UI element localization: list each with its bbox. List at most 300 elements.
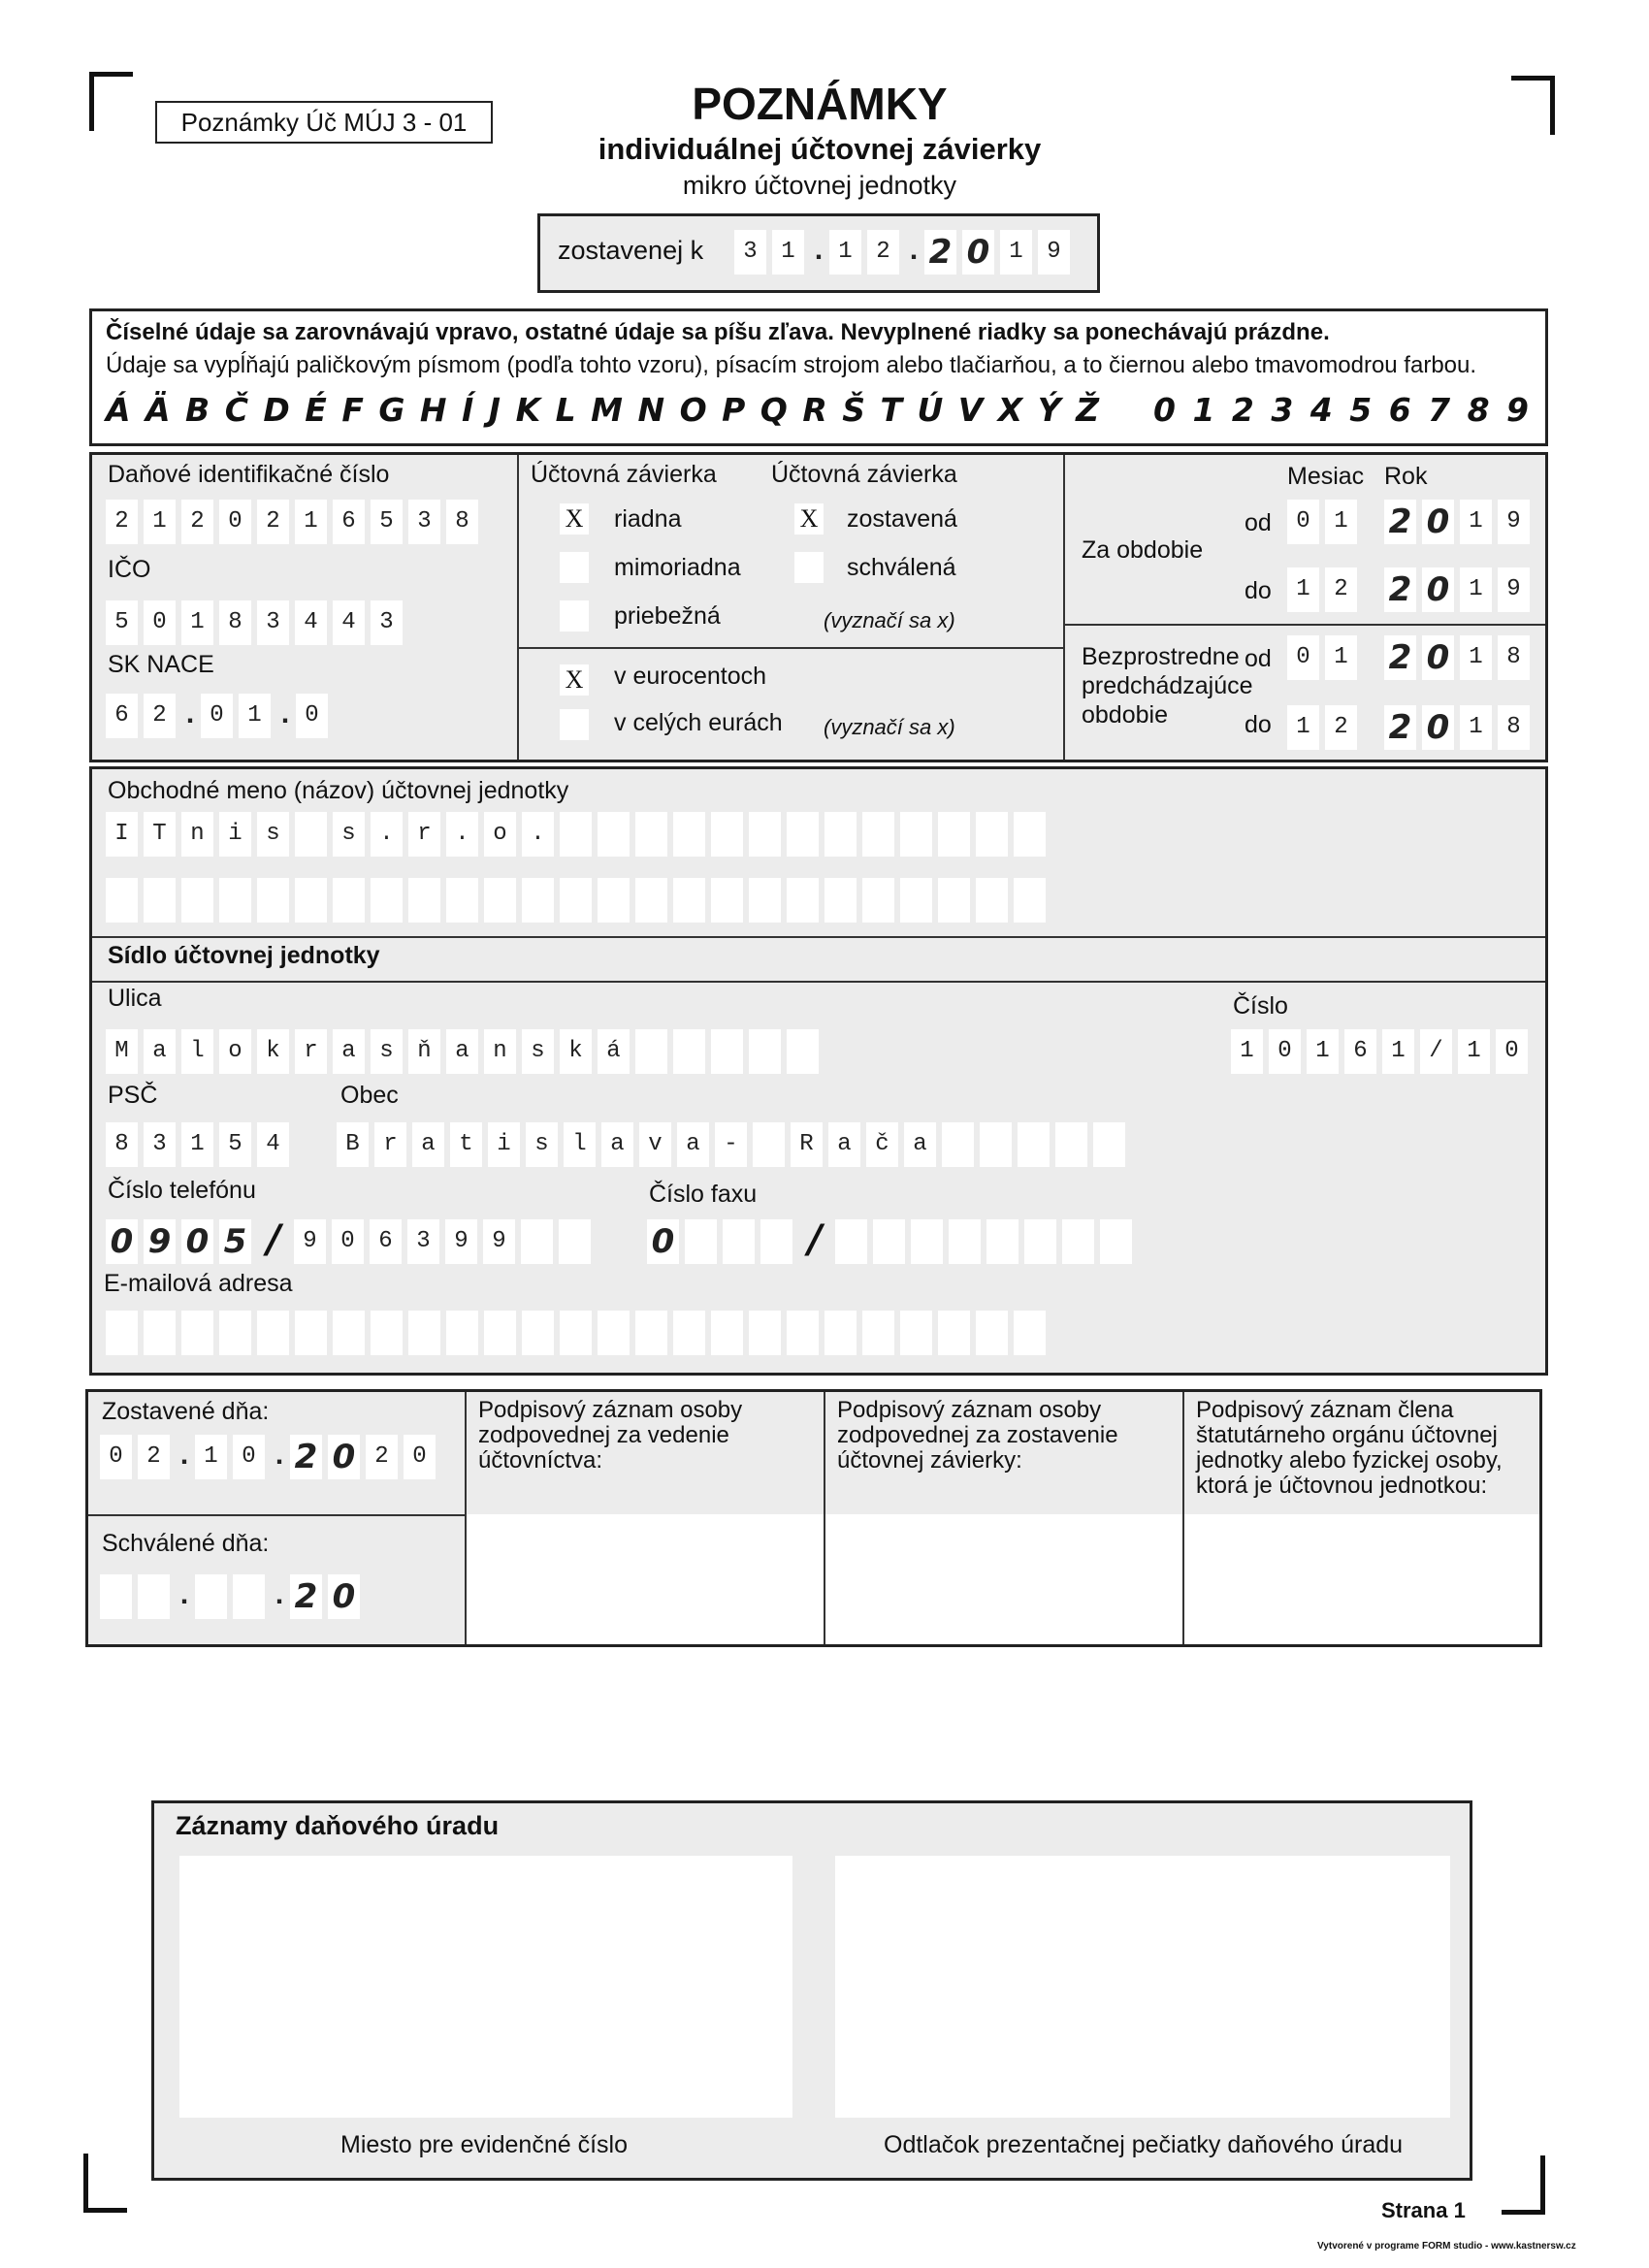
char-cell[interactable] bbox=[673, 812, 705, 857]
char-cell[interactable]: 0 bbox=[328, 1435, 360, 1479]
char-cell[interactable] bbox=[938, 878, 970, 923]
char-cell[interactable]: 9 bbox=[1498, 567, 1530, 612]
char-cell[interactable]: 1 bbox=[1460, 705, 1492, 750]
char-cell[interactable] bbox=[598, 1311, 630, 1355]
char-cell[interactable]: 1 bbox=[1231, 1029, 1263, 1074]
street-label: Ulica bbox=[108, 985, 162, 1012]
char-cell[interactable]: 0 bbox=[201, 694, 233, 738]
current-to-month bbox=[1287, 567, 1357, 612]
char-cell[interactable] bbox=[560, 878, 592, 923]
char-cell[interactable]: 4 bbox=[333, 600, 365, 645]
mark-note: (vyznačí sa x) bbox=[824, 608, 955, 632]
char-cell[interactable]: 2 bbox=[138, 1435, 170, 1479]
char-cell[interactable]: 5 bbox=[106, 600, 138, 645]
char-cell[interactable] bbox=[635, 1311, 667, 1355]
phone-cells bbox=[294, 1219, 591, 1264]
char-cell[interactable]: 0 bbox=[106, 1219, 138, 1264]
char-cell[interactable] bbox=[673, 1029, 705, 1074]
char-cell[interactable]: 2 bbox=[1384, 635, 1416, 680]
char-cell[interactable]: 2 bbox=[1384, 705, 1416, 750]
char-cell[interactable] bbox=[787, 812, 819, 857]
current-from-year bbox=[1384, 500, 1530, 544]
char-cell[interactable] bbox=[787, 1029, 819, 1074]
char-cell[interactable]: 9 bbox=[1498, 500, 1530, 544]
char-cell[interactable]: i bbox=[488, 1122, 520, 1167]
char-cell[interactable]: 9 bbox=[483, 1219, 515, 1264]
char-cell[interactable]: 0 bbox=[233, 1435, 265, 1479]
char-cell[interactable] bbox=[824, 1311, 857, 1355]
char-cell[interactable] bbox=[1062, 1219, 1094, 1264]
eurocenty-label: v eurocentoch bbox=[614, 663, 767, 690]
char-cell[interactable] bbox=[446, 1311, 478, 1355]
char-cell[interactable]: 8 bbox=[1498, 635, 1530, 680]
char-cell[interactable] bbox=[1024, 1219, 1056, 1264]
char-cell[interactable]: 1 bbox=[1287, 567, 1319, 612]
char-cell[interactable]: . bbox=[446, 812, 478, 857]
char-cell[interactable] bbox=[522, 878, 554, 923]
corner-mark-bottom-left bbox=[83, 2154, 127, 2213]
compiled-date-box bbox=[537, 213, 1100, 293]
char-cell[interactable]: M bbox=[106, 1029, 138, 1074]
char-cell[interactable]: 0 bbox=[296, 694, 328, 738]
stamp-caption: Odtlačok prezentačnej pečiatky daňového úradu bbox=[884, 2131, 1404, 2158]
statement-type-header-right: Účtovná závierka bbox=[771, 461, 957, 488]
char-cell[interactable]: a bbox=[333, 1029, 365, 1074]
char-cell[interactable] bbox=[144, 1311, 176, 1355]
previous-period-label-1: Bezprostredne bbox=[1082, 643, 1240, 670]
char-cell[interactable] bbox=[938, 1311, 970, 1355]
char-cell[interactable]: ň bbox=[408, 1029, 440, 1074]
month-header: Mesiac bbox=[1287, 463, 1365, 490]
char-cell[interactable] bbox=[333, 878, 365, 923]
char-cell[interactable] bbox=[371, 1311, 403, 1355]
char-cell[interactable] bbox=[824, 878, 857, 923]
char-cell[interactable]: R bbox=[791, 1122, 823, 1167]
char-cell[interactable]: s bbox=[257, 812, 289, 857]
char-cell[interactable]: 1 bbox=[1325, 635, 1357, 680]
char-cell[interactable]: 0 bbox=[100, 1435, 132, 1479]
char-cell[interactable]: 2 bbox=[290, 1574, 322, 1619]
company-name-label: Obchodné meno (názov) účtovnej jednotky bbox=[108, 777, 569, 804]
char-cell[interactable] bbox=[635, 878, 667, 923]
char-cell[interactable] bbox=[938, 812, 970, 857]
char-cell[interactable] bbox=[862, 878, 894, 923]
char-cell[interactable]: B bbox=[337, 1122, 369, 1167]
char-cell[interactable]: 3 bbox=[371, 600, 403, 645]
char-cell[interactable]: 2 bbox=[366, 1435, 398, 1479]
char-cell[interactable] bbox=[1055, 1122, 1087, 1167]
char-cell[interactable]: a bbox=[677, 1122, 709, 1167]
char-cell[interactable] bbox=[295, 1311, 327, 1355]
char-cell[interactable]: r bbox=[374, 1122, 406, 1167]
city-label: Obec bbox=[340, 1082, 399, 1109]
char-cell[interactable]: a bbox=[828, 1122, 860, 1167]
fax-cells bbox=[835, 1219, 1132, 1264]
eura-label: v celých eurách bbox=[614, 709, 783, 736]
stamp-area[interactable] bbox=[835, 1856, 1450, 2118]
char-cell[interactable] bbox=[685, 1219, 717, 1264]
checkbox-eura[interactable] bbox=[560, 709, 589, 740]
char-cell[interactable] bbox=[635, 812, 667, 857]
char-cell[interactable] bbox=[100, 1574, 132, 1619]
char-cell[interactable]: 3 bbox=[734, 230, 766, 275]
char-cell[interactable] bbox=[942, 1122, 974, 1167]
char-cell[interactable]: 1 bbox=[1307, 1029, 1339, 1074]
char-cell[interactable] bbox=[333, 1311, 365, 1355]
char-cell[interactable]: 0 bbox=[181, 1219, 213, 1264]
char-cell[interactable] bbox=[1100, 1219, 1132, 1264]
instructions-line-1: Číselné údaje sa zarovnávajú vpravo, ostatné údaje sa píšu zľava. Nevyplnené riadky sa ponechávajú prázdne. bbox=[106, 319, 1330, 345]
char-cell[interactable] bbox=[219, 878, 251, 923]
nace-cells bbox=[106, 694, 328, 738]
fax-label: Číslo faxu bbox=[649, 1181, 758, 1208]
char-cell[interactable] bbox=[1014, 878, 1046, 923]
sample-letters: Á Ä B Č D É F G H Í J K L M N O P Q R Š T Ú V X Ý Ž bbox=[106, 391, 1102, 429]
char-cell[interactable]: / bbox=[1420, 1029, 1452, 1074]
char-cell[interactable]: 2 bbox=[181, 500, 213, 544]
char-cell[interactable]: . bbox=[271, 1441, 289, 1474]
tax-office-title: Záznamy daňového úradu bbox=[176, 1811, 500, 1840]
sample-digits: 0 1 2 3 4 5 6 7 8 9 bbox=[1153, 391, 1533, 429]
divider bbox=[1063, 455, 1065, 760]
char-cell[interactable] bbox=[760, 1219, 792, 1264]
phone-slash: / bbox=[267, 1217, 281, 1262]
char-cell[interactable] bbox=[1093, 1122, 1125, 1167]
char-cell[interactable] bbox=[371, 878, 403, 923]
char-cell[interactable]: 2 bbox=[144, 694, 176, 738]
char-cell[interactable]: a bbox=[144, 1029, 176, 1074]
char-cell[interactable]: 2 bbox=[106, 500, 138, 544]
char-cell[interactable]: n bbox=[181, 812, 213, 857]
email-cells bbox=[106, 1311, 1046, 1355]
char-cell[interactable]: 9 bbox=[294, 1219, 326, 1264]
char-cell[interactable]: 6 bbox=[106, 694, 138, 738]
char-cell[interactable]: 6 bbox=[370, 1219, 402, 1264]
evidence-number-area[interactable] bbox=[179, 1856, 792, 2118]
char-cell[interactable]: 1 bbox=[1460, 635, 1492, 680]
corner-mark-top-left bbox=[89, 72, 133, 131]
char-cell[interactable]: 0 bbox=[1496, 1029, 1528, 1074]
char-cell[interactable] bbox=[673, 878, 705, 923]
char-cell[interactable]: 1 bbox=[1325, 500, 1357, 544]
company-section bbox=[89, 766, 1548, 1376]
char-cell[interactable] bbox=[560, 812, 592, 857]
char-cell[interactable] bbox=[976, 878, 1008, 923]
char-cell[interactable]: . bbox=[371, 812, 403, 857]
char-cell[interactable]: 3 bbox=[407, 1219, 439, 1264]
current-period-label: Za obdobie bbox=[1082, 536, 1204, 564]
char-cell[interactable]: 3 bbox=[408, 500, 440, 544]
char-cell[interactable]: 1 bbox=[181, 1122, 213, 1167]
schvalena-label: schválená bbox=[847, 554, 956, 581]
form-code-box: Poznámky Úč MÚJ 3 - 01 bbox=[155, 101, 493, 144]
char-cell[interactable] bbox=[1018, 1122, 1050, 1167]
checkbox-schvalena[interactable] bbox=[794, 552, 824, 583]
char-cell[interactable]: 1 bbox=[181, 600, 213, 645]
char-cell[interactable]: 0 bbox=[219, 500, 251, 544]
char-cell[interactable] bbox=[484, 878, 516, 923]
number-label: Číslo bbox=[1233, 992, 1288, 1020]
checkbox-eurocenty[interactable]: X bbox=[560, 664, 589, 696]
char-cell[interactable]: o bbox=[219, 1029, 251, 1074]
char-cell[interactable]: 3 bbox=[257, 600, 289, 645]
char-cell[interactable]: 8 bbox=[106, 1122, 138, 1167]
char-cell[interactable]: 8 bbox=[446, 500, 478, 544]
char-cell[interactable]: 9 bbox=[445, 1219, 477, 1264]
char-cell[interactable]: 2 bbox=[1384, 500, 1416, 544]
char-cell[interactable] bbox=[233, 1574, 265, 1619]
char-cell[interactable] bbox=[138, 1574, 170, 1619]
char-cell[interactable] bbox=[181, 878, 213, 923]
char-cell[interactable] bbox=[559, 1219, 591, 1264]
char-cell[interactable]: s bbox=[526, 1122, 558, 1167]
char-cell[interactable] bbox=[181, 1311, 213, 1355]
char-cell[interactable] bbox=[106, 1311, 138, 1355]
signature-3-area[interactable] bbox=[1184, 1514, 1539, 1644]
char-cell[interactable]: . bbox=[522, 812, 554, 857]
char-cell[interactable]: . bbox=[276, 699, 295, 732]
char-cell[interactable] bbox=[522, 1311, 554, 1355]
char-cell[interactable]: 1 bbox=[239, 694, 271, 738]
char-cell[interactable]: . bbox=[810, 236, 828, 269]
char-cell[interactable]: 0 bbox=[404, 1435, 436, 1479]
char-cell[interactable] bbox=[900, 878, 932, 923]
char-cell[interactable]: č bbox=[866, 1122, 898, 1167]
char-cell[interactable] bbox=[1014, 812, 1046, 857]
char-cell[interactable] bbox=[598, 878, 630, 923]
char-cell[interactable] bbox=[484, 1311, 516, 1355]
phone-prefix-cells bbox=[106, 1219, 251, 1264]
char-cell[interactable] bbox=[787, 878, 819, 923]
char-cell[interactable]: . bbox=[271, 1580, 289, 1613]
char-cell[interactable]: 2 bbox=[1325, 567, 1357, 612]
evidence-number-caption: Miesto pre evidenčné číslo bbox=[340, 2131, 628, 2158]
signature-1-area[interactable] bbox=[467, 1514, 824, 1644]
priebezna-label: priebežná bbox=[614, 602, 721, 630]
char-cell[interactable]: 0 bbox=[647, 1219, 679, 1264]
checkbox-zostavena[interactable]: X bbox=[794, 503, 824, 535]
char-cell[interactable]: 2 bbox=[290, 1435, 322, 1479]
char-cell[interactable]: 0 bbox=[962, 230, 994, 275]
signature-1-caption: Podpisový záznam osoby zodpovednej za vedenie účtovníctva: bbox=[478, 1397, 743, 1474]
char-cell[interactable] bbox=[976, 1311, 1008, 1355]
char-cell[interactable] bbox=[195, 1574, 227, 1619]
od-label: od bbox=[1245, 509, 1272, 536]
company-name-cells-2 bbox=[106, 878, 1046, 923]
char-cell[interactable]: 0 bbox=[1422, 635, 1454, 680]
char-cell[interactable]: T bbox=[144, 812, 176, 857]
char-cell[interactable]: . bbox=[176, 1580, 194, 1613]
char-cell[interactable]: a bbox=[412, 1122, 444, 1167]
char-cell[interactable] bbox=[635, 1029, 667, 1074]
char-cell[interactable] bbox=[295, 812, 327, 857]
city-cells bbox=[337, 1122, 1125, 1167]
char-cell[interactable]: . bbox=[181, 699, 200, 732]
char-cell[interactable]: a bbox=[446, 1029, 478, 1074]
char-cell[interactable] bbox=[787, 1311, 819, 1355]
char-cell[interactable] bbox=[753, 1122, 785, 1167]
signature-2-area[interactable] bbox=[825, 1514, 1182, 1644]
char-cell[interactable]: 6 bbox=[333, 500, 365, 544]
instructions-line-2: Údaje sa vypĺňajú paličkovým písmom (podľa tohto vzoru), písacím strojom alebo tlačiarňou, a to čiernou alebo tmavomodrou farbou. bbox=[106, 352, 1477, 378]
char-cell[interactable]: 8 bbox=[1498, 705, 1530, 750]
char-cell[interactable] bbox=[749, 1029, 781, 1074]
char-cell[interactable]: t bbox=[450, 1122, 482, 1167]
char-cell[interactable] bbox=[408, 878, 440, 923]
char-cell[interactable] bbox=[1014, 1311, 1046, 1355]
char-cell[interactable]: 1 bbox=[195, 1435, 227, 1479]
char-cell[interactable] bbox=[446, 878, 478, 923]
char-cell[interactable] bbox=[144, 878, 176, 923]
char-cell[interactable]: 2 bbox=[867, 230, 899, 275]
char-cell[interactable]: v bbox=[639, 1122, 671, 1167]
char-cell[interactable]: 3 bbox=[144, 1122, 176, 1167]
char-cell[interactable] bbox=[711, 1029, 743, 1074]
char-cell[interactable]: 4 bbox=[295, 600, 327, 645]
char-cell[interactable]: 1 bbox=[295, 500, 327, 544]
char-cell[interactable] bbox=[408, 1311, 440, 1355]
compiled-label: zostavenej k bbox=[558, 236, 704, 265]
char-cell[interactable]: 1 bbox=[1460, 567, 1492, 612]
checkbox-riadna[interactable]: X bbox=[560, 503, 589, 535]
char-cell[interactable] bbox=[598, 812, 630, 857]
tax-office-section bbox=[151, 1800, 1472, 2181]
char-cell[interactable] bbox=[711, 1311, 743, 1355]
char-cell[interactable]: a bbox=[601, 1122, 633, 1167]
char-cell[interactable]: a bbox=[904, 1122, 936, 1167]
char-cell[interactable] bbox=[976, 812, 1008, 857]
char-cell[interactable] bbox=[749, 878, 781, 923]
char-cell[interactable]: 1 bbox=[1460, 500, 1492, 544]
char-cell[interactable]: n bbox=[484, 1029, 516, 1074]
char-cell[interactable]: 0 bbox=[144, 600, 176, 645]
char-cell[interactable]: 5 bbox=[371, 500, 403, 544]
char-cell[interactable] bbox=[986, 1219, 1018, 1264]
char-cell[interactable]: 0 bbox=[1269, 1029, 1301, 1074]
fax-prefix-cells bbox=[647, 1219, 792, 1264]
email-label: E-mailová adresa bbox=[104, 1270, 293, 1297]
char-cell[interactable]: 2 bbox=[1384, 567, 1416, 612]
corner-mark-bottom-right bbox=[1502, 2155, 1545, 2215]
char-cell[interactable] bbox=[862, 1311, 894, 1355]
char-cell[interactable]: 1 bbox=[1000, 230, 1032, 275]
char-cell[interactable]: 2 bbox=[1325, 705, 1357, 750]
char-cell[interactable] bbox=[949, 1219, 981, 1264]
char-cell[interactable]: 0 bbox=[1287, 635, 1319, 680]
dic-label: Daňové identifikačné číslo bbox=[108, 461, 390, 488]
char-cell[interactable] bbox=[560, 1311, 592, 1355]
char-cell[interactable]: l bbox=[181, 1029, 213, 1074]
char-cell[interactable] bbox=[521, 1219, 553, 1264]
char-cell[interactable] bbox=[862, 812, 894, 857]
checkbox-priebezna[interactable] bbox=[560, 600, 589, 632]
char-cell[interactable]: 2 bbox=[257, 500, 289, 544]
char-cell[interactable]: 2 bbox=[924, 230, 956, 275]
divider bbox=[88, 1514, 465, 1516]
char-cell[interactable]: k bbox=[257, 1029, 289, 1074]
char-cell[interactable]: 0 bbox=[1422, 567, 1454, 612]
char-cell[interactable]: 1 bbox=[772, 230, 804, 275]
char-cell[interactable]: 9 bbox=[1038, 230, 1070, 275]
current-from-month bbox=[1287, 500, 1357, 544]
char-cell[interactable] bbox=[673, 1311, 705, 1355]
char-cell[interactable]: - bbox=[715, 1122, 747, 1167]
riadna-label: riadna bbox=[614, 505, 682, 533]
char-cell[interactable]: 5 bbox=[219, 1219, 251, 1264]
street-cells bbox=[106, 1029, 819, 1074]
char-cell[interactable] bbox=[980, 1122, 1012, 1167]
char-cell[interactable]: o bbox=[484, 812, 516, 857]
checkbox-mimoriadna[interactable] bbox=[560, 552, 589, 583]
year-header: Rok bbox=[1384, 463, 1428, 490]
do-label: do bbox=[1245, 577, 1272, 604]
char-cell[interactable] bbox=[873, 1219, 905, 1264]
page-number: Strana 1 bbox=[1381, 2198, 1466, 2222]
char-cell[interactable] bbox=[711, 878, 743, 923]
char-cell[interactable]: 1 bbox=[1382, 1029, 1414, 1074]
char-cell[interactable]: 1 bbox=[829, 230, 861, 275]
street-number-cells bbox=[1231, 1029, 1528, 1074]
char-cell[interactable]: . bbox=[176, 1441, 194, 1474]
char-cell[interactable]: 0 bbox=[1422, 500, 1454, 544]
statement-type-header-left: Účtovná závierka bbox=[531, 461, 717, 488]
char-cell[interactable] bbox=[749, 1311, 781, 1355]
char-cell[interactable]: 4 bbox=[257, 1122, 289, 1167]
char-cell[interactable]: I bbox=[106, 812, 138, 857]
previous-to-month bbox=[1287, 705, 1357, 750]
char-cell[interactable]: s bbox=[371, 1029, 403, 1074]
char-cell[interactable] bbox=[711, 812, 743, 857]
char-cell[interactable]: l bbox=[564, 1122, 596, 1167]
char-cell[interactable]: 0 bbox=[328, 1574, 360, 1619]
char-cell[interactable] bbox=[257, 1311, 289, 1355]
char-cell[interactable]: 5 bbox=[219, 1122, 251, 1167]
char-cell[interactable]: 1 bbox=[144, 500, 176, 544]
char-cell[interactable]: 1 bbox=[1287, 705, 1319, 750]
char-cell[interactable]: á bbox=[598, 1029, 630, 1074]
char-cell[interactable] bbox=[835, 1219, 867, 1264]
char-cell[interactable]: . bbox=[905, 236, 923, 269]
char-cell[interactable] bbox=[824, 812, 857, 857]
char-cell[interactable]: i bbox=[219, 812, 251, 857]
dic-cells bbox=[106, 500, 478, 544]
char-cell[interactable] bbox=[219, 1311, 251, 1355]
char-cell[interactable]: r bbox=[295, 1029, 327, 1074]
char-cell[interactable]: s bbox=[333, 812, 365, 857]
char-cell[interactable] bbox=[106, 878, 138, 923]
char-cell[interactable] bbox=[900, 1311, 932, 1355]
char-cell[interactable]: 6 bbox=[1344, 1029, 1376, 1074]
char-cell[interactable]: 0 bbox=[1422, 705, 1454, 750]
char-cell[interactable] bbox=[911, 1219, 943, 1264]
char-cell[interactable]: 1 bbox=[1458, 1029, 1490, 1074]
char-cell[interactable] bbox=[257, 878, 289, 923]
previous-from-year bbox=[1384, 635, 1530, 680]
char-cell[interactable] bbox=[723, 1219, 755, 1264]
nace-label: SK NACE bbox=[108, 651, 214, 678]
char-cell[interactable] bbox=[295, 878, 327, 923]
fax-slash: / bbox=[808, 1217, 823, 1262]
char-cell[interactable]: k bbox=[560, 1029, 592, 1074]
char-cell[interactable] bbox=[900, 812, 932, 857]
char-cell[interactable] bbox=[749, 812, 781, 857]
char-cell[interactable]: s bbox=[522, 1029, 554, 1074]
char-cell[interactable]: 8 bbox=[219, 600, 251, 645]
char-cell[interactable]: 9 bbox=[144, 1219, 176, 1264]
char-cell[interactable]: 0 bbox=[332, 1219, 364, 1264]
char-cell[interactable]: 0 bbox=[1287, 500, 1319, 544]
char-cell[interactable]: r bbox=[408, 812, 440, 857]
